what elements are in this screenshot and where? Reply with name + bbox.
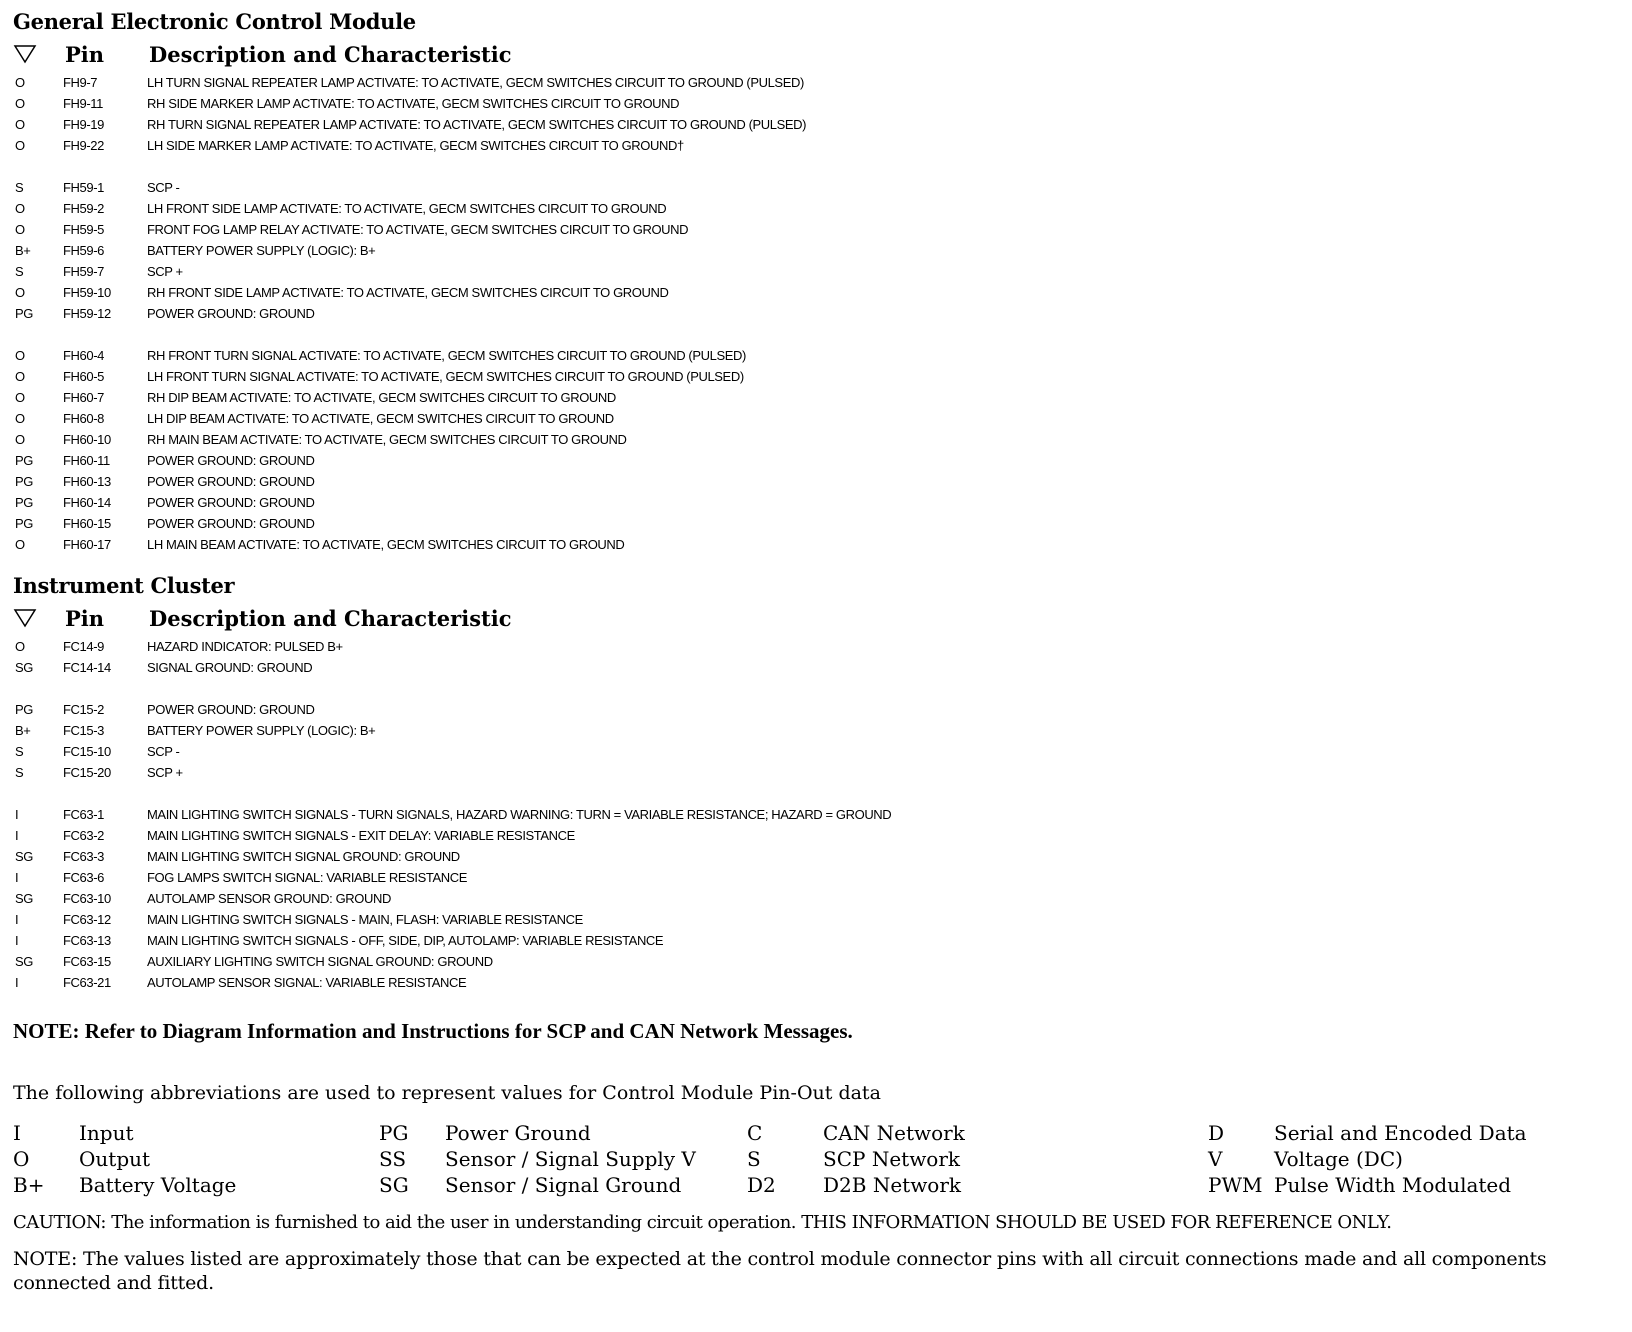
pin-description: RH SIDE MARKER LAMP ACTIVATE: TO ACTIVATE, GECM SWITCHES CIRCUIT TO GROUND (147, 96, 680, 111)
pin-type-code: PG (15, 474, 33, 489)
pin-description: POWER GROUND: GROUND (147, 474, 315, 489)
pin-description: FOG LAMPS SWITCH SIGNAL: VARIABLE RESISTANCE (147, 870, 467, 885)
abbreviation-key: D2 (747, 1173, 776, 1197)
pin-row (13, 909, 1619, 930)
pin-id: FH60-15 (63, 516, 111, 531)
abbreviation-meaning: Voltage (DC) (1274, 1147, 1403, 1171)
ic-title: Instrument Cluster (13, 573, 235, 598)
pin-type-code: S (15, 765, 24, 780)
abbreviation-meaning: D2B Network (823, 1173, 962, 1197)
pin-row (13, 492, 1619, 513)
pin-id: FH59-10 (63, 285, 111, 300)
pin-row (13, 303, 1619, 324)
pin-type-code: I (15, 870, 19, 885)
pin-type-code: O (15, 138, 25, 153)
pin-type-code: SG (15, 954, 33, 969)
pin-id: FC63-21 (63, 975, 111, 990)
pin-id: FC63-3 (63, 849, 104, 864)
pin-description: AUTOLAMP SENSOR SIGNAL: VARIABLE RESISTANCE (147, 975, 467, 990)
pin-row (13, 951, 1619, 972)
pin-id: FH9-19 (63, 117, 104, 132)
pin-description: MAIN LIGHTING SWITCH SIGNAL GROUND: GROUND (147, 849, 460, 864)
pin-description: MAIN LIGHTING SWITCH SIGNALS - TURN SIGNALS, HAZARD WARNING: TURN = VARIABLE RESISTANCE; HAZARD = GROUND (147, 807, 892, 822)
abbreviation-key: V (1208, 1147, 1223, 1171)
pin-description: MAIN LIGHTING SWITCH SIGNALS - OFF, SIDE, DIP, AUTOLAMP: VARIABLE RESISTANCE (147, 933, 664, 948)
pin-id: FH59-6 (63, 243, 104, 258)
pin-description: POWER GROUND: GROUND (147, 306, 315, 321)
pin-row (13, 366, 1619, 387)
pin-row (13, 972, 1619, 993)
pin-type-code: O (15, 96, 25, 111)
pin-type-code: O (15, 432, 25, 447)
pin-row (13, 450, 1619, 471)
abbreviation-key: B+ (13, 1173, 45, 1197)
pin-row (13, 114, 1619, 135)
pin-id: FH59-5 (63, 222, 104, 237)
pin-column-header: Pin (65, 605, 105, 631)
pin-description: SCP + (147, 264, 183, 279)
abbreviation-key: S (747, 1147, 761, 1171)
pin-row (13, 387, 1619, 408)
pin-row (13, 72, 1619, 93)
pin-id: FH59-1 (63, 180, 104, 195)
pin-description: RH TURN SIGNAL REPEATER LAMP ACTIVATE: TO ACTIVATE, GECM SWITCHES CIRCUIT TO GROUND (PULSED) (147, 117, 807, 132)
pin-row (13, 699, 1619, 720)
caution-text: CAUTION: The information is furnished to aid the user in understanding circuit operation. THIS INFORMATION SHOULD BE USED FOR REFERENCE ONLY. (13, 1212, 1392, 1233)
pin-type-code: PG (15, 495, 33, 510)
description-column-header: Description and Characteristic (149, 605, 512, 631)
pin-id: FH9-7 (63, 75, 98, 90)
pin-description: LH SIDE MARKER LAMP ACTIVATE: TO ACTIVATE, GECM SWITCHES CIRCUIT TO GROUND† (147, 138, 684, 153)
pin-type-code: S (15, 744, 24, 759)
pin-type-code: O (15, 369, 25, 384)
pin-type-code: PG (15, 453, 33, 468)
pin-id: FC63-2 (63, 828, 104, 843)
pin-id: FH60-17 (63, 537, 111, 552)
pin-description: LH TURN SIGNAL REPEATER LAMP ACTIVATE: TO ACTIVATE, GECM SWITCHES CIRCUIT TO GROUND (PULSED) (147, 75, 804, 90)
pin-row (13, 261, 1619, 282)
pin-description: LH MAIN BEAM ACTIVATE: TO ACTIVATE, GECM SWITCHES CIRCUIT TO GROUND (147, 537, 625, 552)
group-spacer (13, 783, 1619, 804)
ic-column-header (13, 600, 1619, 636)
pin-id: FH59-12 (63, 306, 111, 321)
pin-type-code: O (15, 411, 25, 426)
abbreviation-key: PWM (1208, 1173, 1263, 1197)
pin-id: FC15-10 (63, 744, 111, 759)
pin-description: RH MAIN BEAM ACTIVATE: TO ACTIVATE, GECM SWITCHES CIRCUIT TO GROUND (147, 432, 627, 447)
pin-type-code: PG (15, 702, 33, 717)
scp-can-note: NOTE: Refer to Diagram Information and Instructions for SCP and CAN Network Messages. (13, 1019, 853, 1043)
pin-id: FH59-7 (63, 264, 104, 279)
pin-type-code: O (15, 117, 25, 132)
pin-id: FC63-13 (63, 933, 111, 948)
pin-id: FC15-20 (63, 765, 111, 780)
pin-row (13, 93, 1619, 114)
pin-id: FC63-6 (63, 870, 104, 885)
abbreviation-key: C (747, 1121, 763, 1145)
pin-id: FH9-22 (63, 138, 104, 153)
pin-id: FH59-2 (63, 201, 104, 216)
pin-type-code: I (15, 807, 19, 822)
pin-description: SCP - (147, 180, 180, 195)
pin-description: SIGNAL GROUND: GROUND (147, 660, 313, 675)
pin-row (13, 408, 1619, 429)
pin-type-code: PG (15, 306, 33, 321)
pin-description: LH FRONT TURN SIGNAL ACTIVATE: TO ACTIVATE, GECM SWITCHES CIRCUIT TO GROUND (PULSED) (147, 369, 744, 384)
pin-description: MAIN LIGHTING SWITCH SIGNALS - MAIN, FLASH: VARIABLE RESISTANCE (147, 912, 583, 927)
gecm-pin-table (13, 72, 1619, 555)
pin-row (13, 240, 1619, 261)
group-spacer (13, 678, 1619, 699)
pin-id: FC63-12 (63, 912, 111, 927)
pin-row (13, 762, 1619, 783)
pin-row (13, 888, 1619, 909)
pin-id: FC14-9 (63, 639, 104, 654)
values-note: NOTE: The values listed are approximately those that can be expected at the control module connector pins with all circuit connections made and all components connected and fitted. (13, 1248, 1547, 1294)
abbreviation-key: SS (379, 1147, 407, 1171)
ic-pin-table (13, 636, 1619, 993)
pin-description: HAZARD INDICATOR: PULSED B+ (147, 639, 343, 654)
pin-description: POWER GROUND: GROUND (147, 516, 315, 531)
abbreviation-meaning: Input (79, 1121, 134, 1145)
pin-id: FC15-2 (63, 702, 104, 717)
pin-type-code: O (15, 75, 25, 90)
pin-row (13, 345, 1619, 366)
pin-description: BATTERY POWER SUPPLY (LOGIC): B+ (147, 243, 376, 258)
pin-description: RH DIP BEAM ACTIVATE: TO ACTIVATE, GECM SWITCHES CIRCUIT TO GROUND (147, 390, 616, 405)
pin-type-code: SG (15, 660, 33, 675)
pin-id: FC15-3 (63, 723, 104, 738)
pin-row (13, 135, 1619, 156)
pin-column-header: Pin (65, 41, 105, 67)
pin-description: AUTOLAMP SENSOR GROUND: GROUND (147, 891, 391, 906)
pin-description: AUXILIARY LIGHTING SWITCH SIGNAL GROUND: GROUND (147, 954, 493, 969)
ic-section (13, 572, 1619, 993)
abbreviation-meaning: Serial and Encoded Data (1274, 1121, 1527, 1145)
abbreviation-key: O (13, 1147, 30, 1171)
gecm-column-header (13, 36, 1619, 72)
pin-description: RH FRONT SIDE LAMP ACTIVATE: TO ACTIVATE, GECM SWITCHES CIRCUIT TO GROUND (147, 285, 669, 300)
abbreviations-legend (13, 1121, 1619, 1198)
direction-triangle-icon (13, 608, 65, 628)
pin-row (13, 219, 1619, 240)
pin-id: FH60-13 (63, 474, 111, 489)
pin-type-code: O (15, 537, 25, 552)
pin-row (13, 846, 1619, 867)
pin-type-code: S (15, 264, 24, 279)
abbreviation-meaning: Output (79, 1147, 151, 1171)
pin-id: FH60-11 (63, 453, 110, 468)
pin-description: RH FRONT TURN SIGNAL ACTIVATE: TO ACTIVATE, GECM SWITCHES CIRCUIT TO GROUND (PULSED) (147, 348, 746, 363)
pin-type-code: O (15, 390, 25, 405)
pin-description: POWER GROUND: GROUND (147, 495, 315, 510)
abbreviation-meaning: Pulse Width Modulated (1274, 1173, 1512, 1197)
description-column-header: Description and Characteristic (149, 41, 512, 67)
pin-row (13, 198, 1619, 219)
pin-row (13, 867, 1619, 888)
abbreviation-key: PG (379, 1121, 409, 1145)
group-spacer (13, 156, 1619, 177)
pin-type-code: B+ (15, 243, 31, 258)
abbreviation-meaning: SCP Network (823, 1147, 961, 1171)
abbreviation-meaning: Power Ground (445, 1121, 591, 1145)
pinout-document (13, 8, 1619, 1295)
pin-row (13, 657, 1619, 678)
pin-id: FC63-15 (63, 954, 111, 969)
pin-type-code: O (15, 639, 25, 654)
pin-type-code: O (15, 222, 25, 237)
pin-id: FH60-14 (63, 495, 111, 510)
pin-row (13, 741, 1619, 762)
pin-description: LH FRONT SIDE LAMP ACTIVATE: TO ACTIVATE, GECM SWITCHES CIRCUIT TO GROUND (147, 201, 667, 216)
direction-triangle-icon (13, 44, 65, 64)
pin-type-code: I (15, 828, 19, 843)
pin-type-code: O (15, 348, 25, 363)
pin-id: FH60-5 (63, 369, 104, 384)
pin-row (13, 804, 1619, 825)
pin-id: FH60-7 (63, 390, 104, 405)
abbreviation-key: I (13, 1121, 21, 1145)
pin-type-code: SG (15, 891, 33, 906)
pin-id: FC14-14 (63, 660, 111, 675)
pin-row (13, 177, 1619, 198)
pin-type-code: B+ (15, 723, 31, 738)
pin-row (13, 636, 1619, 657)
gecm-section (13, 8, 1619, 555)
abbreviation-key: SG (379, 1173, 409, 1197)
pin-type-code: S (15, 180, 24, 195)
abbreviation-meaning: CAN Network (823, 1121, 965, 1145)
pin-row (13, 471, 1619, 492)
abbreviation-meaning: Sensor / Signal Ground (445, 1173, 682, 1197)
pin-type-code: PG (15, 516, 33, 531)
pin-description: MAIN LIGHTING SWITCH SIGNALS - EXIT DELAY: VARIABLE RESISTANCE (147, 828, 575, 843)
pin-description: FRONT FOG LAMP RELAY ACTIVATE: TO ACTIVATE, GECM SWITCHES CIRCUIT TO GROUND (147, 222, 689, 237)
pin-id: FH9-11 (63, 96, 103, 111)
pin-type-code: SG (15, 849, 33, 864)
pin-row (13, 534, 1619, 555)
abbreviation-key: D (1208, 1121, 1225, 1145)
pin-id: FH60-10 (63, 432, 111, 447)
group-spacer (13, 324, 1619, 345)
pin-id: FH60-4 (63, 348, 104, 363)
pin-description: BATTERY POWER SUPPLY (LOGIC): B+ (147, 723, 376, 738)
abbreviation-meaning: Battery Voltage (79, 1173, 237, 1197)
pin-description: SCP + (147, 765, 183, 780)
pin-type-code: O (15, 201, 25, 216)
pin-row (13, 825, 1619, 846)
pin-row (13, 513, 1619, 534)
pin-id: FC63-1 (63, 807, 104, 822)
pin-type-code: I (15, 933, 19, 948)
pin-row (13, 429, 1619, 450)
pin-description: POWER GROUND: GROUND (147, 702, 315, 717)
pin-row (13, 720, 1619, 741)
pin-type-code: I (15, 912, 19, 927)
pin-row (13, 282, 1619, 303)
pin-id: FH60-8 (63, 411, 104, 426)
pin-description: SCP - (147, 744, 180, 759)
pin-type-code: I (15, 975, 19, 990)
pin-description: LH DIP BEAM ACTIVATE: TO ACTIVATE, GECM SWITCHES CIRCUIT TO GROUND (147, 411, 614, 426)
gecm-title: General Electronic Control Module (13, 9, 416, 34)
pin-id: FC63-10 (63, 891, 111, 906)
pin-description: POWER GROUND: GROUND (147, 453, 315, 468)
abbreviations-intro: The following abbreviations are used to represent values for Control Module Pin-Out data (13, 1082, 881, 1104)
pin-row (13, 930, 1619, 951)
abbreviation-meaning: Sensor / Signal Supply V (445, 1147, 696, 1171)
pin-type-code: O (15, 285, 25, 300)
